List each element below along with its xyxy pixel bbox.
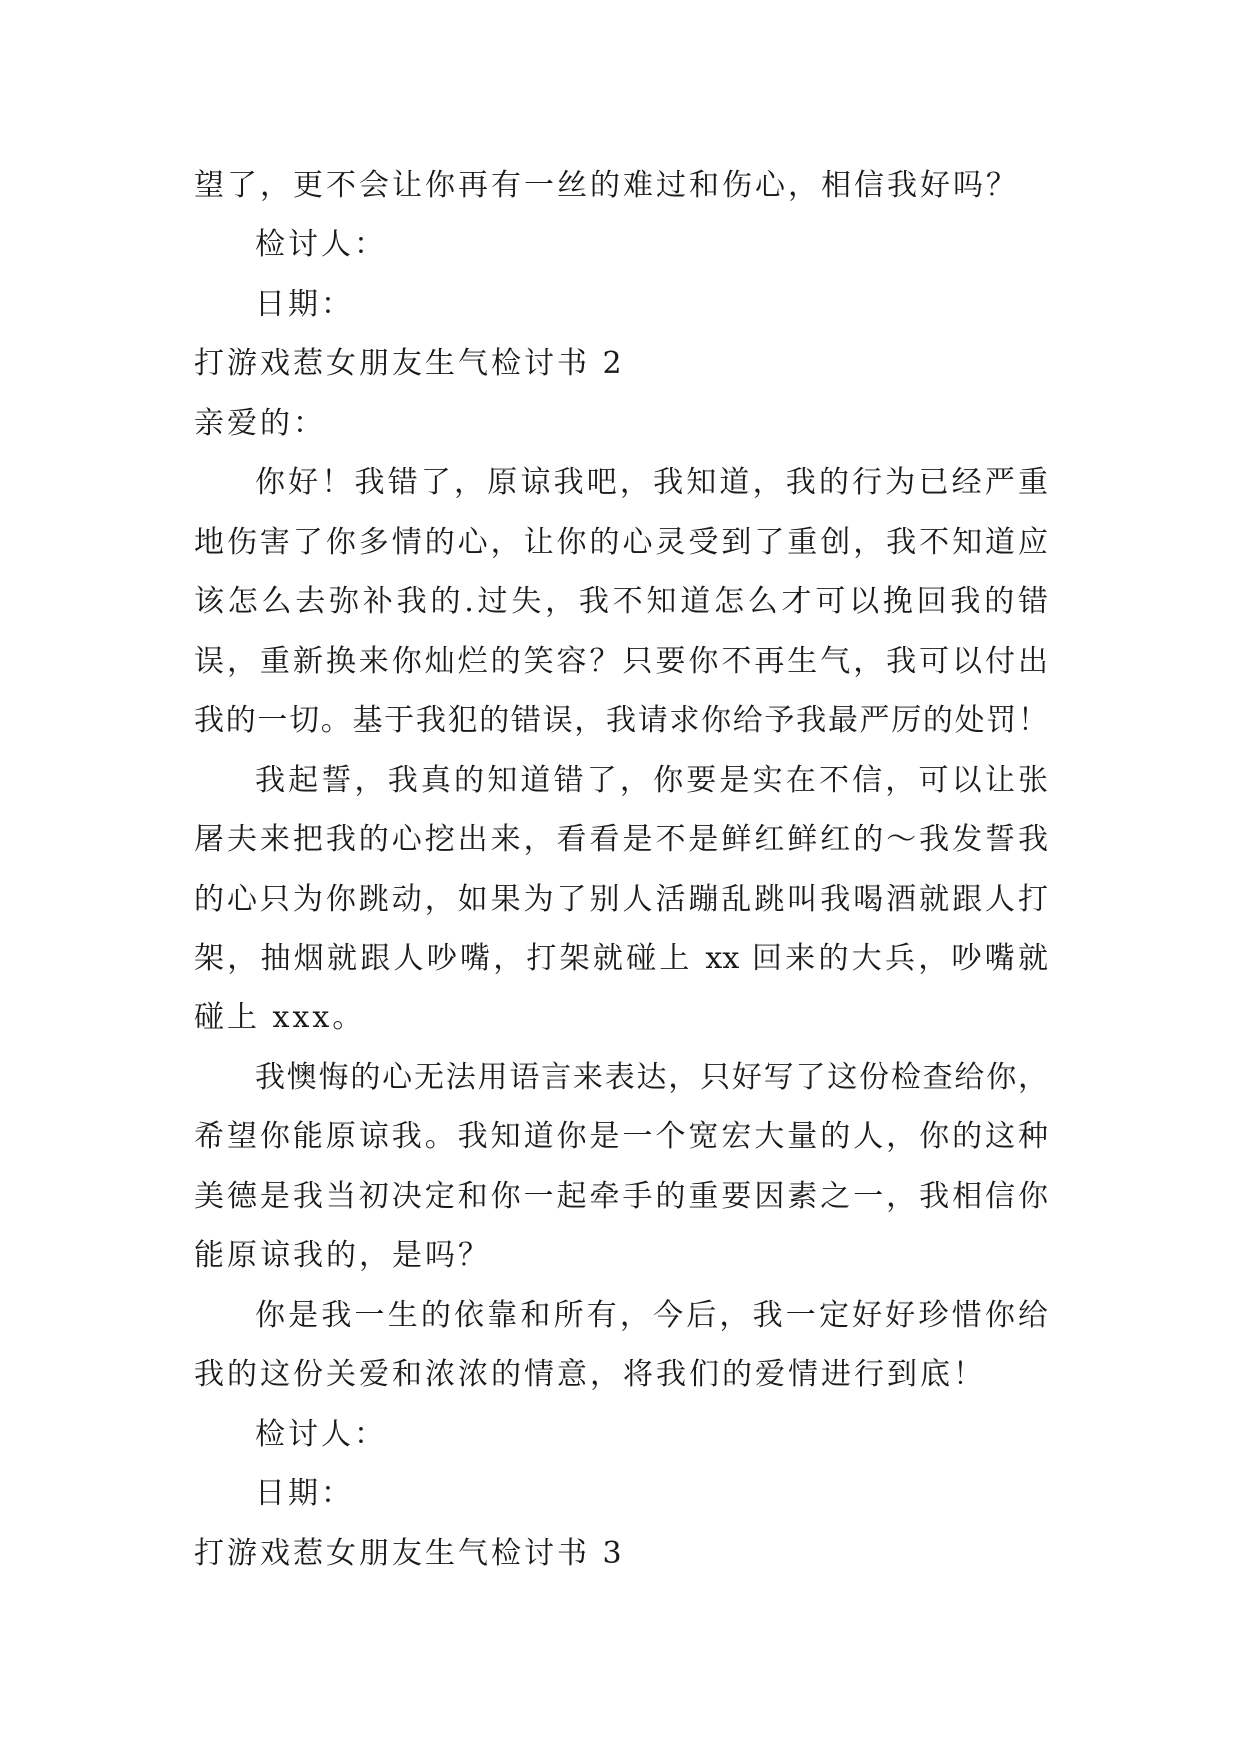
section-heading: 打游戏惹女朋友生气检讨书 2 (194, 346, 625, 381)
paragraph-line: 我起誓，我真的知道错了，你要是实在不信，可以让张 (255, 763, 1048, 798)
paragraph-line: 地伤害了你多情的心，让你的心灵受到了重创，我不知道应 (194, 525, 1048, 560)
salutation: 亲爱的： (194, 406, 326, 441)
paragraph-line: 的心只为你跳动，如果为了别人活蹦乱跳叫我喝酒就跟人打 (194, 882, 1048, 917)
paragraph-line: 能原谅我的，是吗？ (194, 1238, 491, 1273)
paragraph-line: 你是我一生的依靠和所有，今后，我一定好好珍惜你给 (255, 1298, 1048, 1333)
paragraph-line: 你好！我错了，原谅我吧，我知道，我的行为已经严重 (255, 465, 1048, 500)
paragraph-line: 误，重新换来你灿烂的笑容？只要你不再生气，我可以付出 (194, 644, 1048, 679)
paragraph-line: 架，抽烟就跟人吵嘴，打架就碰上 xx 回来的大兵，吵嘴就 (194, 941, 1048, 976)
paragraph-line: 该怎么去弥补我的.过失，我不知道怎么才可以挽回我的错 (194, 584, 1048, 619)
reviewer-label: 检讨人： (255, 227, 387, 262)
paragraph-line: 望了，更不会让你再有一丝的难过和伤心，相信我好吗？ (194, 168, 1019, 203)
paragraph-line: 希望你能原谅我。我知道你是一个宽宏大量的人，你的这种 (194, 1119, 1048, 1154)
paragraph-line: 我懊悔的心无法用语言来表达，只好写了这份检查给你， (255, 1060, 1048, 1095)
date-label: 日期： (255, 1476, 354, 1511)
paragraph-line: 碰上 xxx。 (194, 1000, 366, 1035)
reviewer-label: 检讨人： (255, 1417, 387, 1452)
date-label: 日期： (255, 287, 354, 322)
section-heading: 打游戏惹女朋友生气检讨书 3 (194, 1536, 625, 1571)
paragraph-line: 美德是我当初决定和你一起牵手的重要因素之一，我相信你 (194, 1179, 1048, 1214)
paragraph-line: 我的这份关爱和浓浓的情意，将我们的爱情进行到底！ (194, 1357, 986, 1392)
paragraph-line: 我的一切。基于我犯的错误，我请求你给予我最严厉的处罚！ (194, 703, 1048, 738)
paragraph-line: 屠夫来把我的心挖出来，看看是不是鲜红鲜红的～我发誓我 (194, 822, 1048, 857)
